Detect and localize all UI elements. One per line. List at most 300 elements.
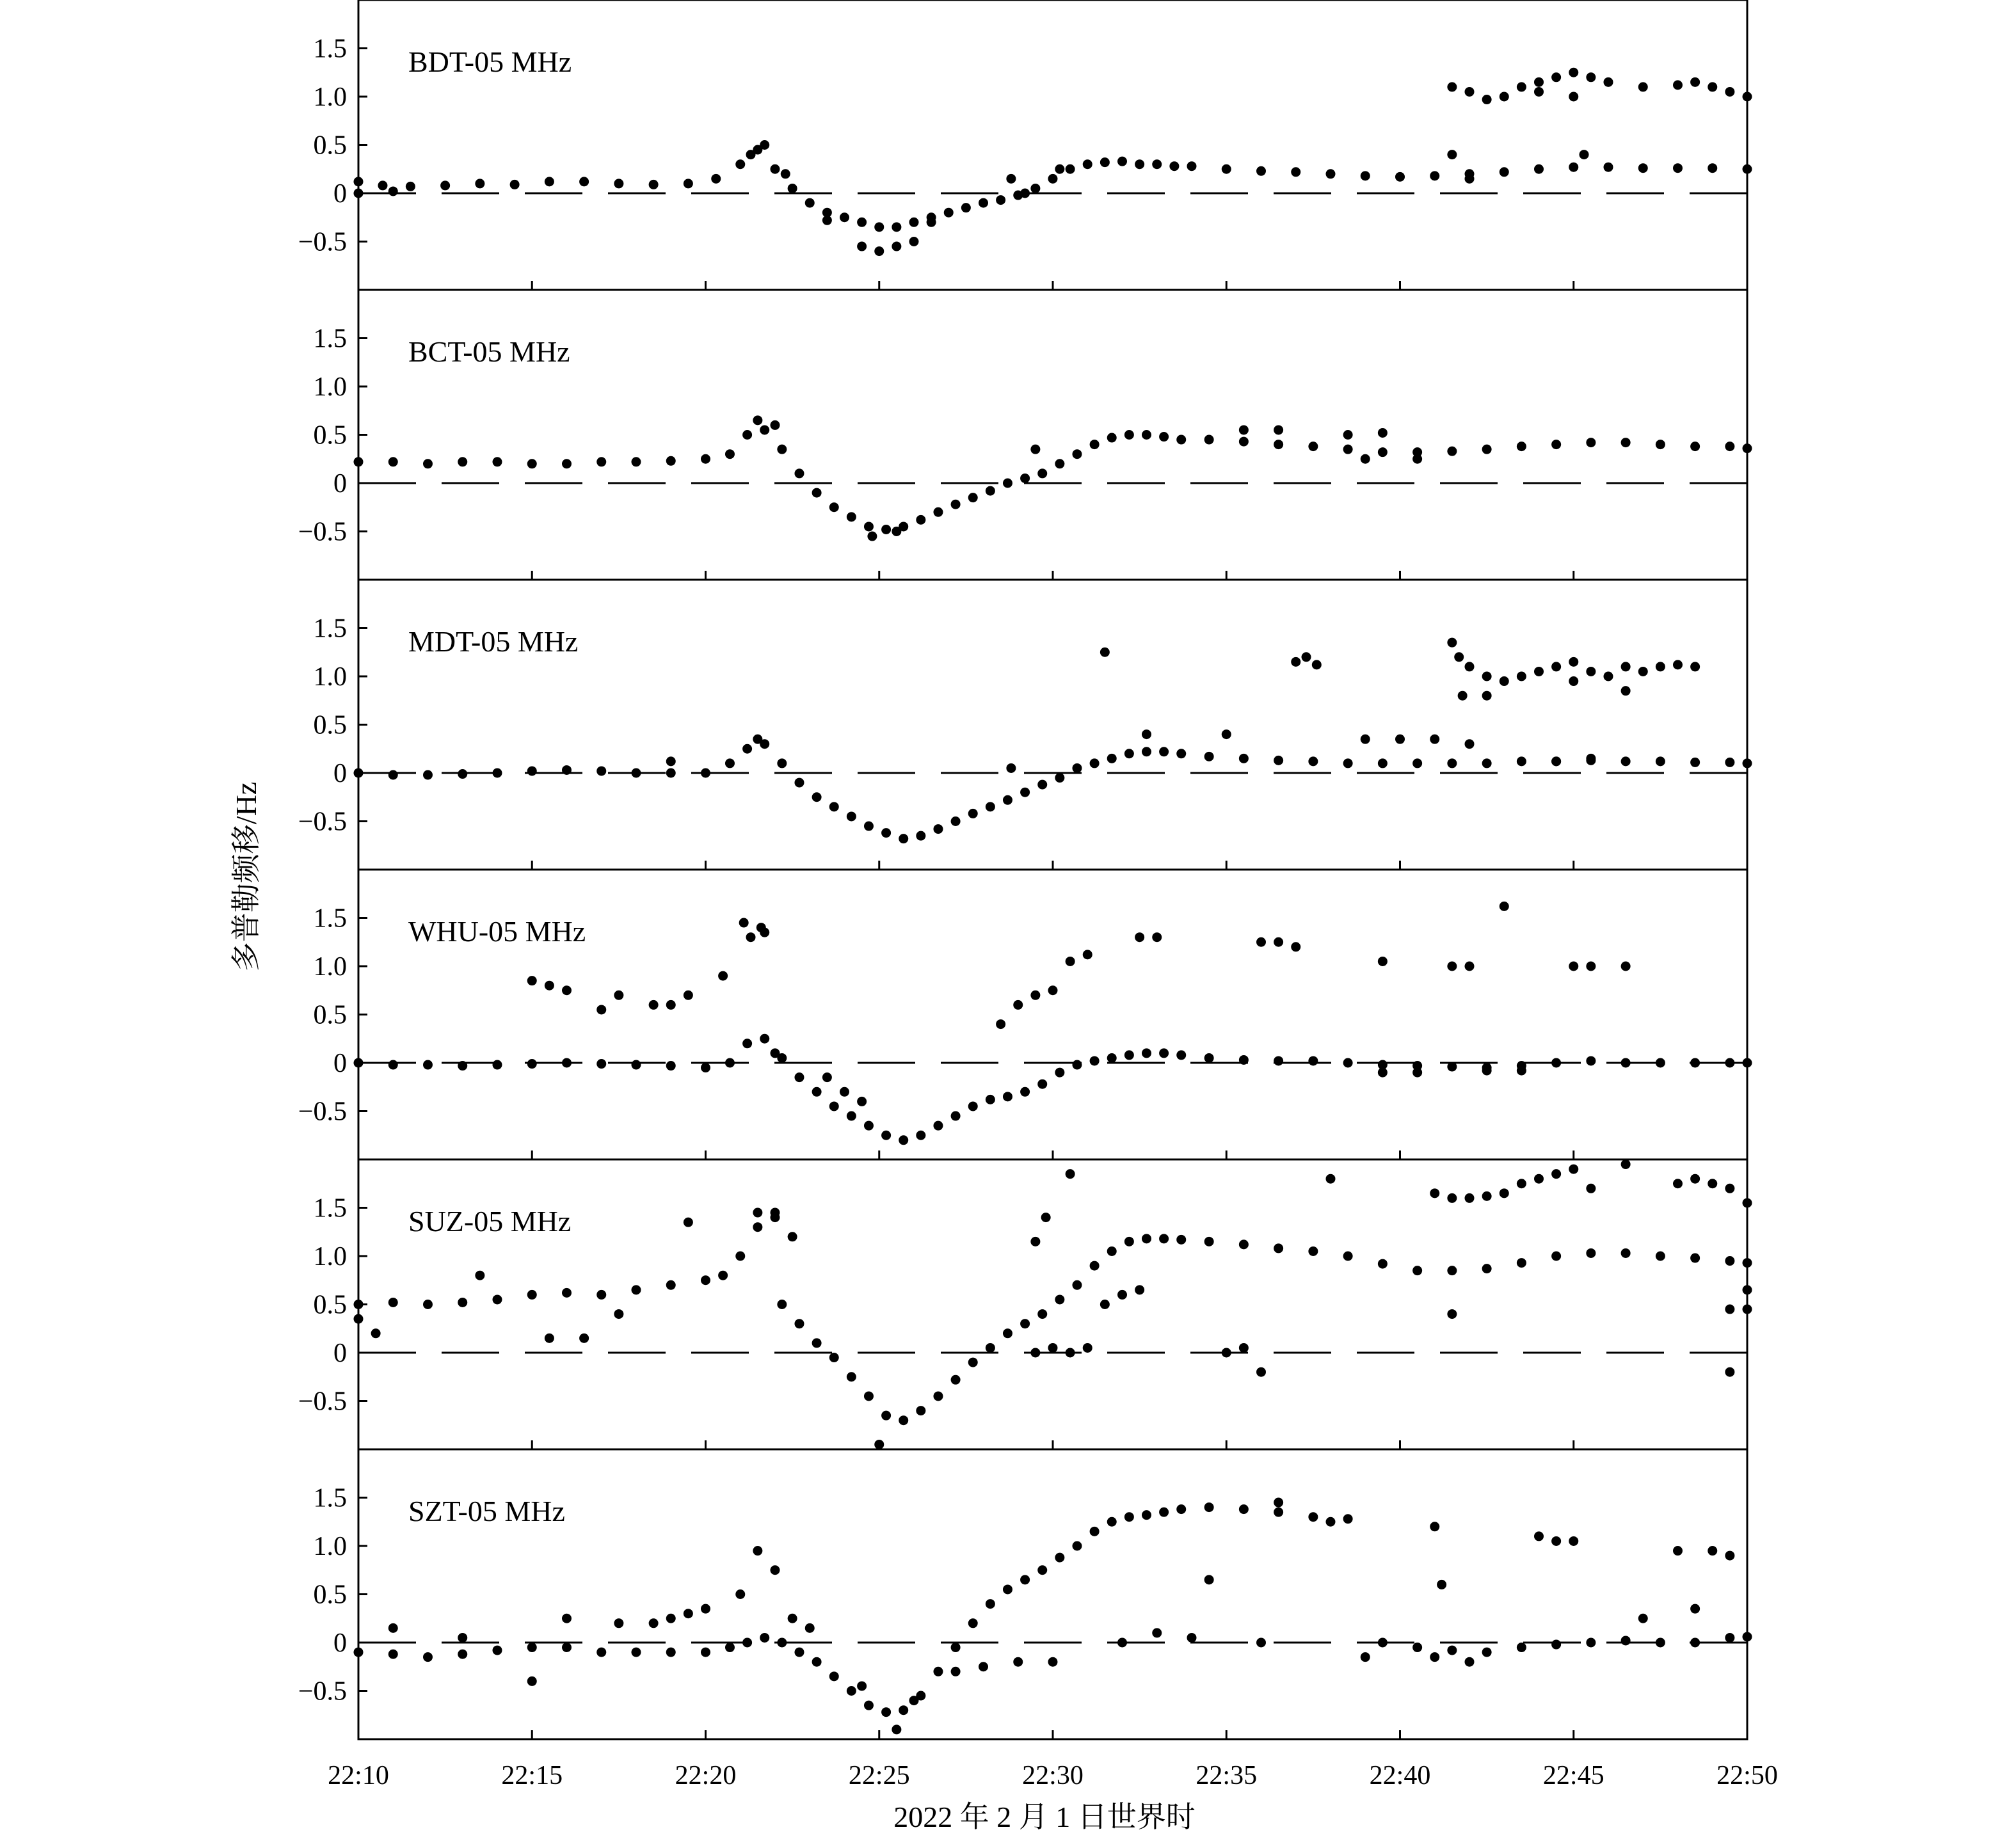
data-point	[1020, 1087, 1030, 1097]
outlier-point	[1048, 985, 1058, 995]
outlier-point	[579, 1333, 589, 1343]
data-point	[847, 512, 856, 521]
data-point	[1124, 430, 1134, 440]
data-point	[1117, 157, 1127, 166]
panel-label: WHU-05 MHz	[408, 915, 586, 948]
y-tick-label: 1.5	[313, 614, 347, 644]
data-point	[1222, 164, 1231, 174]
outlier-point	[1378, 1068, 1388, 1078]
data-point	[1037, 468, 1047, 478]
data-point	[951, 1375, 961, 1385]
outlier-point	[739, 918, 749, 928]
outlier-point	[1551, 1169, 1561, 1179]
outlier-point	[1458, 691, 1468, 701]
data-point	[916, 1406, 925, 1415]
data-point	[979, 198, 988, 208]
data-point	[1176, 435, 1186, 445]
outlier-point	[1395, 735, 1405, 744]
data-point	[1090, 1261, 1100, 1271]
outlier-point	[1743, 1198, 1752, 1207]
outlier-point	[1274, 425, 1283, 434]
outlier-point	[1580, 150, 1589, 159]
data-point	[1343, 758, 1353, 768]
y-tick-label: −0.5	[298, 807, 347, 837]
data-point	[1142, 1048, 1151, 1058]
data-point	[1551, 1252, 1561, 1261]
outlier-point	[1117, 1638, 1127, 1648]
data-point	[864, 521, 874, 531]
y-tick-label: 0.5	[313, 1580, 347, 1610]
outlier-point	[1569, 676, 1578, 686]
outlier-point	[1621, 662, 1631, 671]
data-point	[440, 180, 450, 190]
data-point	[701, 768, 710, 778]
data-point	[718, 1271, 728, 1280]
outlier-point	[1569, 92, 1578, 102]
data-point	[458, 769, 467, 779]
data-point	[1308, 1056, 1318, 1065]
data-point	[701, 1275, 710, 1285]
outlier-point	[1361, 1652, 1370, 1662]
data-point	[1656, 1058, 1665, 1068]
outlier-point	[649, 1000, 659, 1010]
data-point	[1055, 459, 1064, 468]
outlier-point	[1256, 1638, 1266, 1648]
outlier-point	[614, 1309, 623, 1319]
outlier-point	[1708, 82, 1717, 92]
outlier-point	[1465, 87, 1475, 97]
data-point	[1090, 758, 1100, 768]
outlier-point	[684, 991, 693, 1000]
outlier-point	[1083, 1343, 1092, 1353]
outlier-point	[1361, 735, 1370, 744]
outlier-point	[1586, 754, 1596, 763]
panels-group	[298, 0, 1752, 1739]
data-point	[1037, 780, 1047, 790]
outlier-point	[1551, 72, 1561, 82]
outlier-point	[1430, 735, 1439, 744]
y-tick-label: 0	[333, 1628, 347, 1658]
outlier-point	[1500, 902, 1509, 911]
outlier-point	[1621, 962, 1631, 971]
outlier-point	[1656, 662, 1665, 671]
data-point	[1656, 440, 1665, 449]
data-point	[1326, 169, 1336, 179]
data-point	[909, 218, 919, 227]
data-point	[1378, 1638, 1388, 1648]
outlier-point	[1041, 1213, 1051, 1222]
data-point	[794, 1319, 804, 1328]
data-point	[864, 1701, 874, 1710]
data-point	[1586, 438, 1596, 447]
data-point	[1055, 1068, 1064, 1078]
data-point	[1517, 756, 1526, 766]
outlier-point	[1465, 1657, 1475, 1667]
data-point	[961, 203, 971, 212]
outlier-point	[1135, 932, 1144, 942]
x-tick-label: 22:30	[1022, 1761, 1084, 1790]
data-point	[527, 1059, 537, 1069]
outlier-point	[1604, 77, 1613, 87]
data-point	[649, 180, 659, 189]
data-point	[354, 1058, 364, 1068]
x-axis	[328, 1761, 1778, 1790]
outlier-point	[1708, 1179, 1717, 1188]
panel-szt	[298, 1449, 1752, 1739]
data-point	[829, 802, 839, 811]
data-point	[1482, 758, 1492, 768]
outlier-point	[781, 169, 790, 179]
data-point	[1395, 172, 1405, 182]
outlier-point	[1482, 95, 1492, 104]
data-point	[812, 1657, 822, 1667]
data-point	[1743, 443, 1752, 453]
outlier-point	[788, 1614, 797, 1623]
outlier-point	[1500, 1188, 1509, 1198]
data-point	[1020, 788, 1030, 797]
data-point	[1176, 749, 1186, 758]
data-point	[378, 180, 387, 190]
data-point	[354, 1648, 364, 1657]
outlier-point	[1312, 660, 1322, 669]
data-point	[1621, 1248, 1631, 1258]
data-point	[1656, 1252, 1665, 1261]
data-point	[777, 445, 787, 454]
outlier-point	[1378, 428, 1388, 438]
panel-whu	[298, 870, 1752, 1159]
data-point	[493, 1060, 502, 1070]
outlier-point	[1551, 662, 1561, 671]
data-point	[1142, 1234, 1151, 1243]
data-point	[1447, 1062, 1457, 1072]
data-point	[1142, 430, 1151, 440]
outlier-point	[1274, 1498, 1283, 1508]
outlier-point	[753, 415, 762, 425]
outlier-point	[388, 186, 398, 196]
data-point	[916, 515, 925, 525]
outlier-point	[1378, 957, 1388, 966]
outlier-point	[753, 1546, 762, 1556]
data-point	[458, 457, 467, 466]
data-point	[1159, 432, 1169, 442]
outlier-point	[1430, 1522, 1439, 1531]
data-point	[423, 1300, 433, 1309]
data-point	[1072, 763, 1082, 773]
data-point	[1003, 1328, 1012, 1338]
data-point	[1690, 442, 1700, 451]
data-point	[1743, 1058, 1752, 1068]
panel-label: MDT-05 MHz	[408, 625, 579, 658]
data-point	[510, 180, 520, 189]
panel-frame	[358, 580, 1747, 870]
outlier-point	[867, 532, 877, 541]
data-point	[666, 456, 676, 466]
outlier-point	[1030, 1237, 1040, 1246]
outlier-point	[1006, 174, 1016, 184]
data-point	[1159, 747, 1169, 756]
data-point	[1072, 449, 1082, 459]
outlier-point	[1152, 1628, 1162, 1637]
data-point	[632, 1060, 641, 1070]
data-point	[1169, 161, 1179, 171]
y-tick-label: 1.5	[313, 904, 347, 934]
x-axis-title: 2022 年 2 月 1 日世界时	[893, 1801, 1196, 1833]
data-point	[493, 768, 502, 778]
outlier-point	[857, 1097, 867, 1106]
y-tick-label: 1.5	[313, 34, 347, 64]
outlier-point	[1030, 991, 1040, 1000]
outlier-point	[1142, 729, 1151, 739]
x-tick-label: 22:15	[501, 1761, 563, 1790]
panel-frame	[358, 1159, 1747, 1449]
data-point	[1239, 754, 1249, 763]
data-point	[614, 179, 623, 188]
data-point	[1003, 795, 1012, 805]
data-point	[1072, 1280, 1082, 1290]
data-point	[527, 1290, 537, 1300]
outlier-point	[562, 985, 572, 995]
data-point	[1308, 1512, 1318, 1522]
x-tick-label: 22:50	[1716, 1761, 1778, 1790]
outlier-point	[354, 1314, 364, 1324]
y-tick-label: −0.5	[298, 1387, 347, 1417]
data-point	[812, 792, 822, 802]
data-point	[458, 1298, 467, 1307]
y-tick-label: 1.0	[313, 1532, 347, 1561]
outlier-point	[1690, 662, 1700, 671]
data-point	[562, 1643, 572, 1652]
data-point	[725, 758, 735, 768]
outlier-point	[753, 735, 762, 744]
data-point	[1055, 773, 1064, 783]
data-point	[354, 1300, 364, 1309]
outlier-point	[1690, 77, 1700, 87]
data-point	[1621, 1636, 1631, 1645]
outlier-point	[1725, 1184, 1734, 1193]
data-point	[760, 1633, 769, 1643]
outlier-point	[1291, 942, 1300, 951]
data-point	[1274, 1508, 1283, 1517]
data-point	[1690, 1254, 1700, 1263]
data-point	[968, 1101, 978, 1111]
outlier-point	[1326, 1174, 1336, 1184]
data-point	[1274, 756, 1283, 765]
outlier-point	[666, 1000, 676, 1010]
outlier-point	[1673, 80, 1683, 90]
data-point	[881, 828, 891, 838]
data-point	[968, 1358, 978, 1367]
outlier-point	[1187, 1633, 1197, 1643]
outlier-point	[1690, 1604, 1700, 1614]
data-point	[475, 179, 484, 188]
data-point	[916, 1131, 925, 1140]
y-tick-label: 0.5	[313, 1290, 347, 1320]
outlier-point	[1690, 1174, 1700, 1184]
data-point	[458, 1650, 467, 1659]
data-point	[742, 1638, 752, 1648]
outlier-point	[1517, 1066, 1526, 1076]
data-point	[725, 1058, 735, 1068]
panel-label: BDT-05 MHz	[408, 45, 572, 78]
outlier-point	[684, 1218, 693, 1227]
data-point	[354, 177, 364, 186]
outlier-point	[1725, 1367, 1734, 1377]
data-point	[493, 1646, 502, 1655]
data-point	[1090, 440, 1100, 449]
y-tick-label: −0.5	[298, 227, 347, 257]
data-point	[1725, 1058, 1734, 1068]
data-point	[1743, 1258, 1752, 1268]
data-point	[1037, 1309, 1047, 1319]
y-tick-label: 0	[333, 179, 347, 209]
outlier-point	[1066, 1348, 1075, 1358]
outlier-point	[857, 242, 867, 251]
outlier-point	[1326, 1517, 1336, 1527]
data-point	[1378, 1259, 1388, 1269]
outlier-point	[1638, 1614, 1648, 1623]
data-point	[406, 182, 415, 191]
data-point	[1020, 1575, 1030, 1584]
data-point	[742, 744, 752, 754]
outlier-point	[475, 1271, 484, 1280]
outlier-point	[1030, 445, 1040, 454]
y-tick-label: 1.0	[313, 83, 347, 112]
data-point	[753, 1222, 762, 1232]
data-point	[1447, 758, 1457, 768]
data-point	[1072, 1541, 1082, 1551]
data-point	[1621, 1058, 1631, 1068]
data-point	[1551, 440, 1561, 449]
data-point	[632, 1648, 641, 1657]
data-point	[1690, 1058, 1700, 1068]
outlier-point	[684, 1609, 693, 1618]
panel-frame	[358, 870, 1747, 1159]
outlier-point	[771, 1048, 780, 1058]
data-point	[562, 459, 572, 468]
data-point	[812, 1087, 822, 1097]
outlier-point	[354, 189, 364, 198]
data-point	[1586, 1638, 1596, 1648]
outlier-point	[760, 928, 769, 937]
data-point	[1072, 1060, 1082, 1070]
outlier-point	[1030, 1348, 1040, 1358]
data-point	[632, 457, 641, 466]
data-point	[777, 758, 787, 768]
data-point	[742, 1039, 752, 1048]
data-point	[1124, 1237, 1134, 1246]
data-point	[1708, 163, 1717, 173]
y-tick-label: 0	[333, 469, 347, 498]
data-point	[1204, 1237, 1214, 1246]
outlier-point	[1454, 652, 1464, 662]
data-point	[632, 768, 641, 778]
data-point	[1020, 1319, 1030, 1328]
outlier-point	[892, 1724, 901, 1734]
outlier-point	[614, 991, 623, 1000]
data-point	[1551, 1640, 1561, 1650]
outlier-point	[892, 527, 901, 536]
data-point	[354, 768, 364, 778]
outlier-point	[1013, 1000, 1023, 1010]
data-point	[933, 1667, 943, 1676]
outlier-point	[1569, 68, 1578, 77]
data-point	[354, 457, 364, 466]
y-tick-label: −0.5	[298, 517, 347, 547]
outlier-point	[1534, 1174, 1544, 1184]
data-point	[1239, 437, 1249, 447]
outlier-point	[1222, 729, 1231, 739]
y-tick-label: 1.0	[313, 662, 347, 692]
data-point	[527, 459, 537, 468]
outlier-point	[1482, 672, 1492, 681]
outlier-point	[596, 1005, 606, 1014]
data-point	[1159, 1234, 1169, 1243]
data-point	[933, 824, 943, 834]
outlier-point	[1743, 92, 1752, 102]
outlier-point	[527, 976, 537, 985]
data-point	[1037, 1079, 1047, 1089]
data-point	[829, 1671, 839, 1681]
outlier-point	[1482, 691, 1492, 701]
data-point	[1055, 1553, 1064, 1563]
data-point	[1569, 163, 1578, 172]
outlier-point	[1256, 1367, 1266, 1377]
outlier-point	[1586, 962, 1596, 971]
data-point	[968, 1618, 978, 1628]
data-point	[1176, 1504, 1186, 1514]
data-point	[986, 486, 995, 496]
outlier-point	[1006, 763, 1016, 773]
data-point	[881, 1707, 891, 1717]
outlier-point	[1465, 739, 1475, 749]
data-point	[1673, 163, 1683, 173]
data-point	[1517, 1643, 1526, 1652]
data-point	[1412, 1643, 1422, 1652]
outlier-point	[1239, 1343, 1249, 1353]
outlier-point	[874, 246, 884, 256]
outlier-point	[1430, 1188, 1439, 1198]
data-point	[986, 1343, 995, 1353]
outlier-point	[1239, 425, 1249, 434]
data-point	[596, 766, 606, 776]
y-axis-title: 多普勒频移/Hz	[230, 781, 262, 972]
data-point	[996, 195, 1005, 205]
data-point	[1204, 1053, 1214, 1063]
data-point	[1187, 161, 1197, 171]
data-point	[857, 218, 867, 227]
data-point	[1725, 1633, 1734, 1643]
outlier-point	[1100, 648, 1110, 657]
y-tick-label: 0.5	[313, 710, 347, 740]
outlier-point	[1673, 1179, 1683, 1188]
data-point	[1204, 752, 1214, 761]
outlier-point	[1083, 950, 1092, 959]
outlier-point	[1500, 92, 1509, 102]
panel-frame	[358, 0, 1747, 290]
data-point	[864, 1121, 874, 1131]
outlier-point	[1465, 662, 1475, 671]
data-point	[1725, 442, 1734, 451]
data-point	[777, 1300, 787, 1309]
data-point	[1274, 440, 1283, 449]
data-point	[1482, 1264, 1492, 1273]
y-tick-label: 0	[333, 1049, 347, 1078]
data-point	[1308, 756, 1318, 766]
outlier-point	[1066, 957, 1075, 966]
outlier-point	[562, 1614, 572, 1623]
data-point	[1204, 435, 1214, 445]
outlier-point	[527, 1676, 537, 1686]
